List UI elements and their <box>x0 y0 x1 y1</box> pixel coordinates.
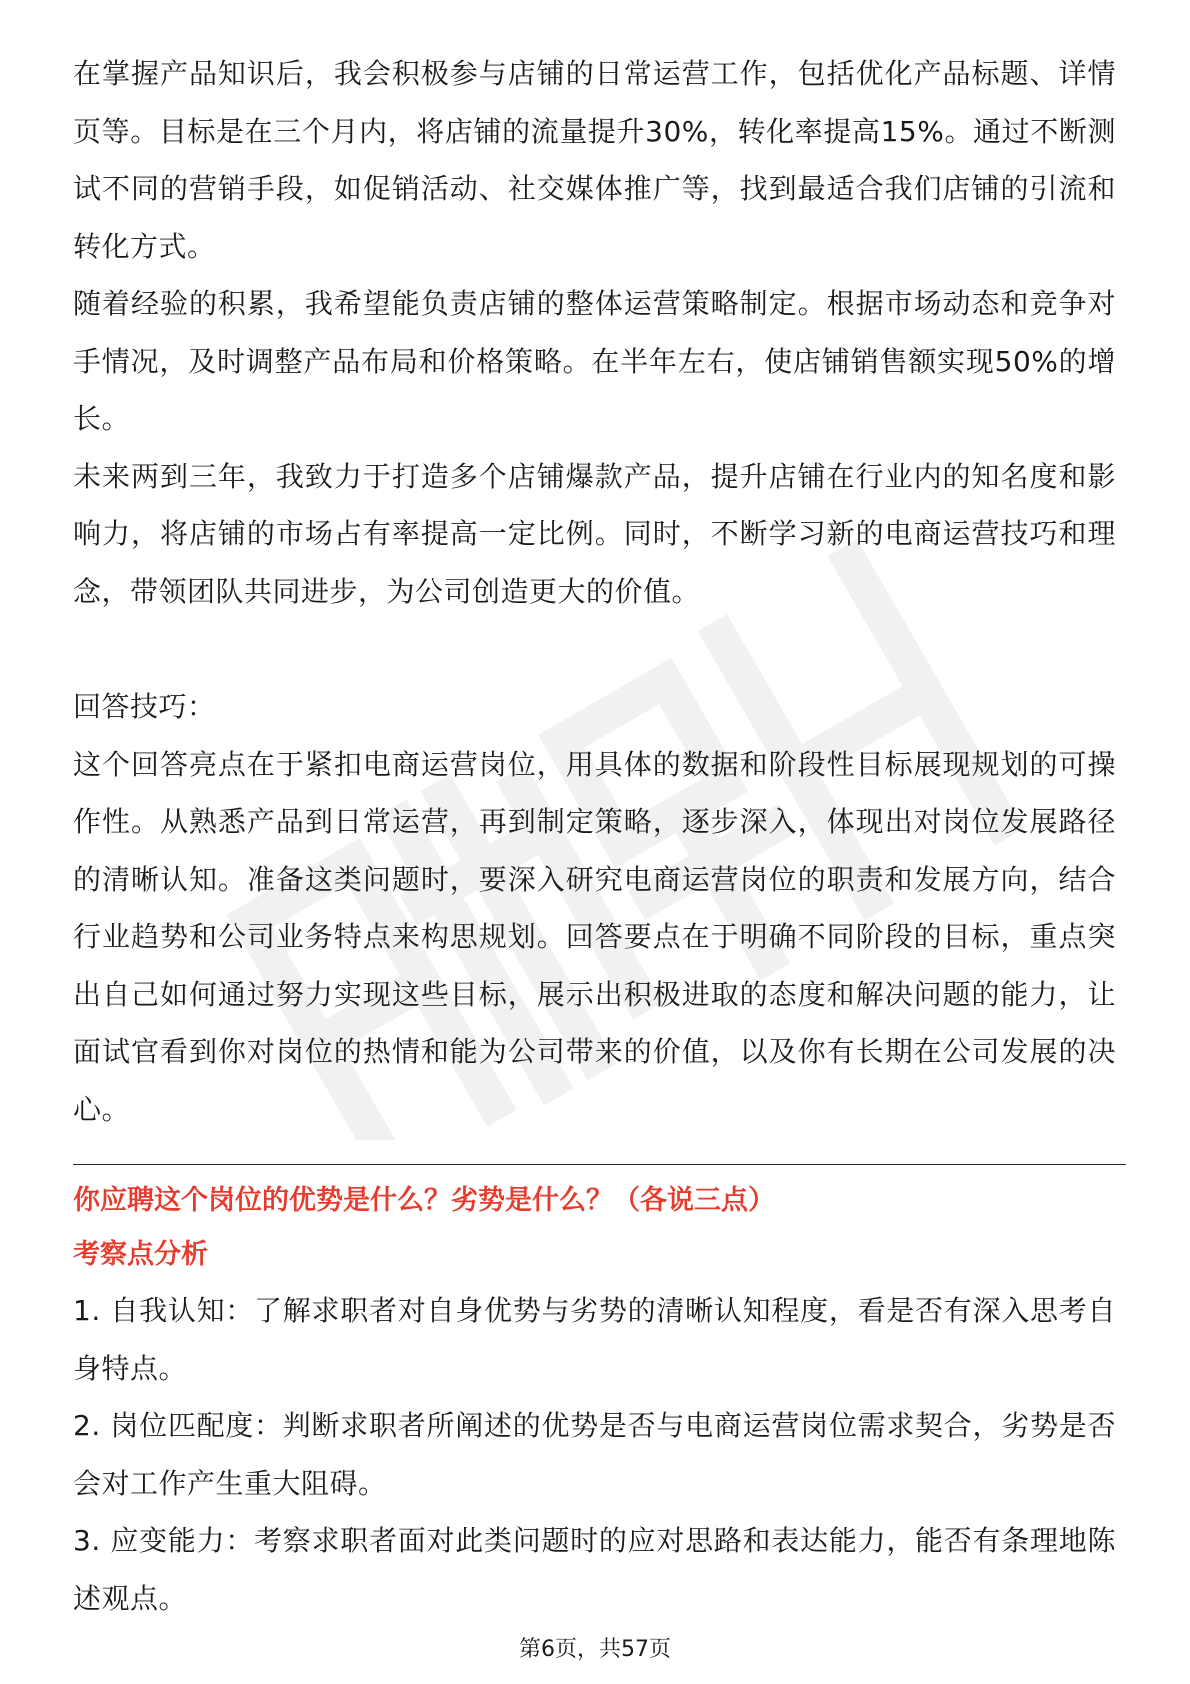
question-section <box>73 1174 1116 1627</box>
paragraph-stage-three: 未来两到三年，我致力于打造多个店铺爆款产品，提升店铺在行业内的知名度和影响力，将店铺的市场占有率提高一定比例。同时，不断学习新的电商运营技巧和理念，带领团队共同进步，为公司创造更大的价值。 <box>73 459 1116 608</box>
tips-body: 这个回答亮点在于紧扣电商运营岗位，用具体的数据和阶段性目标展现规划的可操作性。从熟悉产品到日常运营，再到制定策略，逐步深入，体现出对岗位发展路径的清晰认知。准备这类问题时，要深入研究电商运营岗位的职责和发展方向，结合行业趋势和公司业务特点来构思规划。回答要点在于明确不同阶段的目标，重点突出自己如何通过努力实现这些目标，展示出积极进取的态度和解决问题的能力，让面试官看到你对岗位的热情和能为公司带来的价值，以及你有长期在公司发展的决心。 <box>73 747 1116 1126</box>
spacer <box>73 620 1116 678</box>
main-content <box>73 45 1116 1138</box>
analysis-point-3: 3. 应变能力：考察求职者面对此类问题时的应对思路和表达能力，能否有条理地陈述观点。 <box>73 1524 1116 1615</box>
analysis-heading: 考察点分析 <box>73 1239 208 1270</box>
paragraph-stage-two: 随着经验的积累，我希望能负责店铺的整体运营策略制定。根据市场动态和竞争对手情况，及时调整产品布局和价格策略。在半年左右，使店铺销售额实现50%的增长。 <box>73 287 1116 435</box>
question-title: 你应聘这个岗位的优势是什么？劣势是什么？（各说三点） <box>73 1185 775 1216</box>
section-divider <box>73 1164 1126 1165</box>
paragraph-stage-one: 在掌握产品知识后，我会积极参与店铺的日常运营工作，包括优化产品标题、详情页等。目标是在三个月内，将店铺的流量提升30%，转化率提高15%。通过不断测试不同的营销手段，如促销活动、社交媒体推广等，找到最适合我们店铺的引流和转化方式。 <box>73 57 1116 263</box>
analysis-point-1: 1. 自我认知：了解求职者对自身优势与劣势的清晰认知程度，看是否有深入思考自身特点。 <box>73 1294 1116 1385</box>
tips-heading: 回答技巧： <box>73 690 216 723</box>
analysis-point-2: 2. 岗位匹配度：判断求职者所阐述的优势是否与电商运营岗位需求契合，劣势是否会对工作产生重大阻碍。 <box>73 1409 1116 1500</box>
page-number: 第6页，共57页 <box>519 1637 671 1662</box>
